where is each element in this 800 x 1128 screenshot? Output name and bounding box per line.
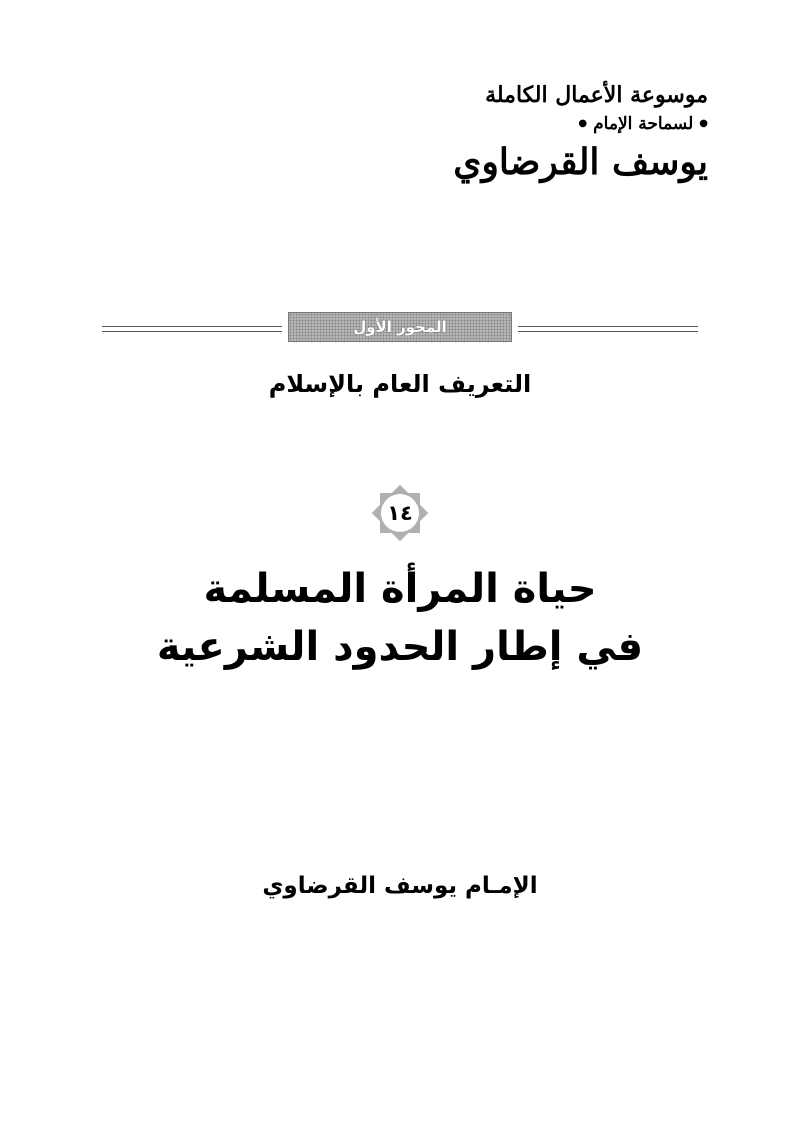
ornament-icon: ● [699,118,708,129]
book-title [0,560,800,676]
series-title: موسوعة الأعمال الكاملة [485,82,708,108]
divider [102,326,282,332]
volume-badge [371,484,429,542]
axis-label: المحور الأول [353,318,447,336]
section-title: التعريف العام بالإسلام [268,370,532,398]
axis-banner [102,312,698,342]
series-subtitle-text: لسماحة الإمام [593,114,694,134]
divider [518,326,698,332]
series-author-calligraphy: يوسف القرضاوي [453,141,708,183]
axis-box [288,312,512,342]
book-title-line-1: حياة المرأة المسلمة [203,566,597,612]
series-logo [453,80,708,188]
ornament-icon: ● [578,118,588,129]
volume-number: ١٤ [387,501,413,525]
series-subtitle [498,112,708,136]
book-title-line-2: في إطار الحدود الشرعية [156,624,644,670]
author-name: الإمـام يوسف القرضاوي [262,873,538,899]
